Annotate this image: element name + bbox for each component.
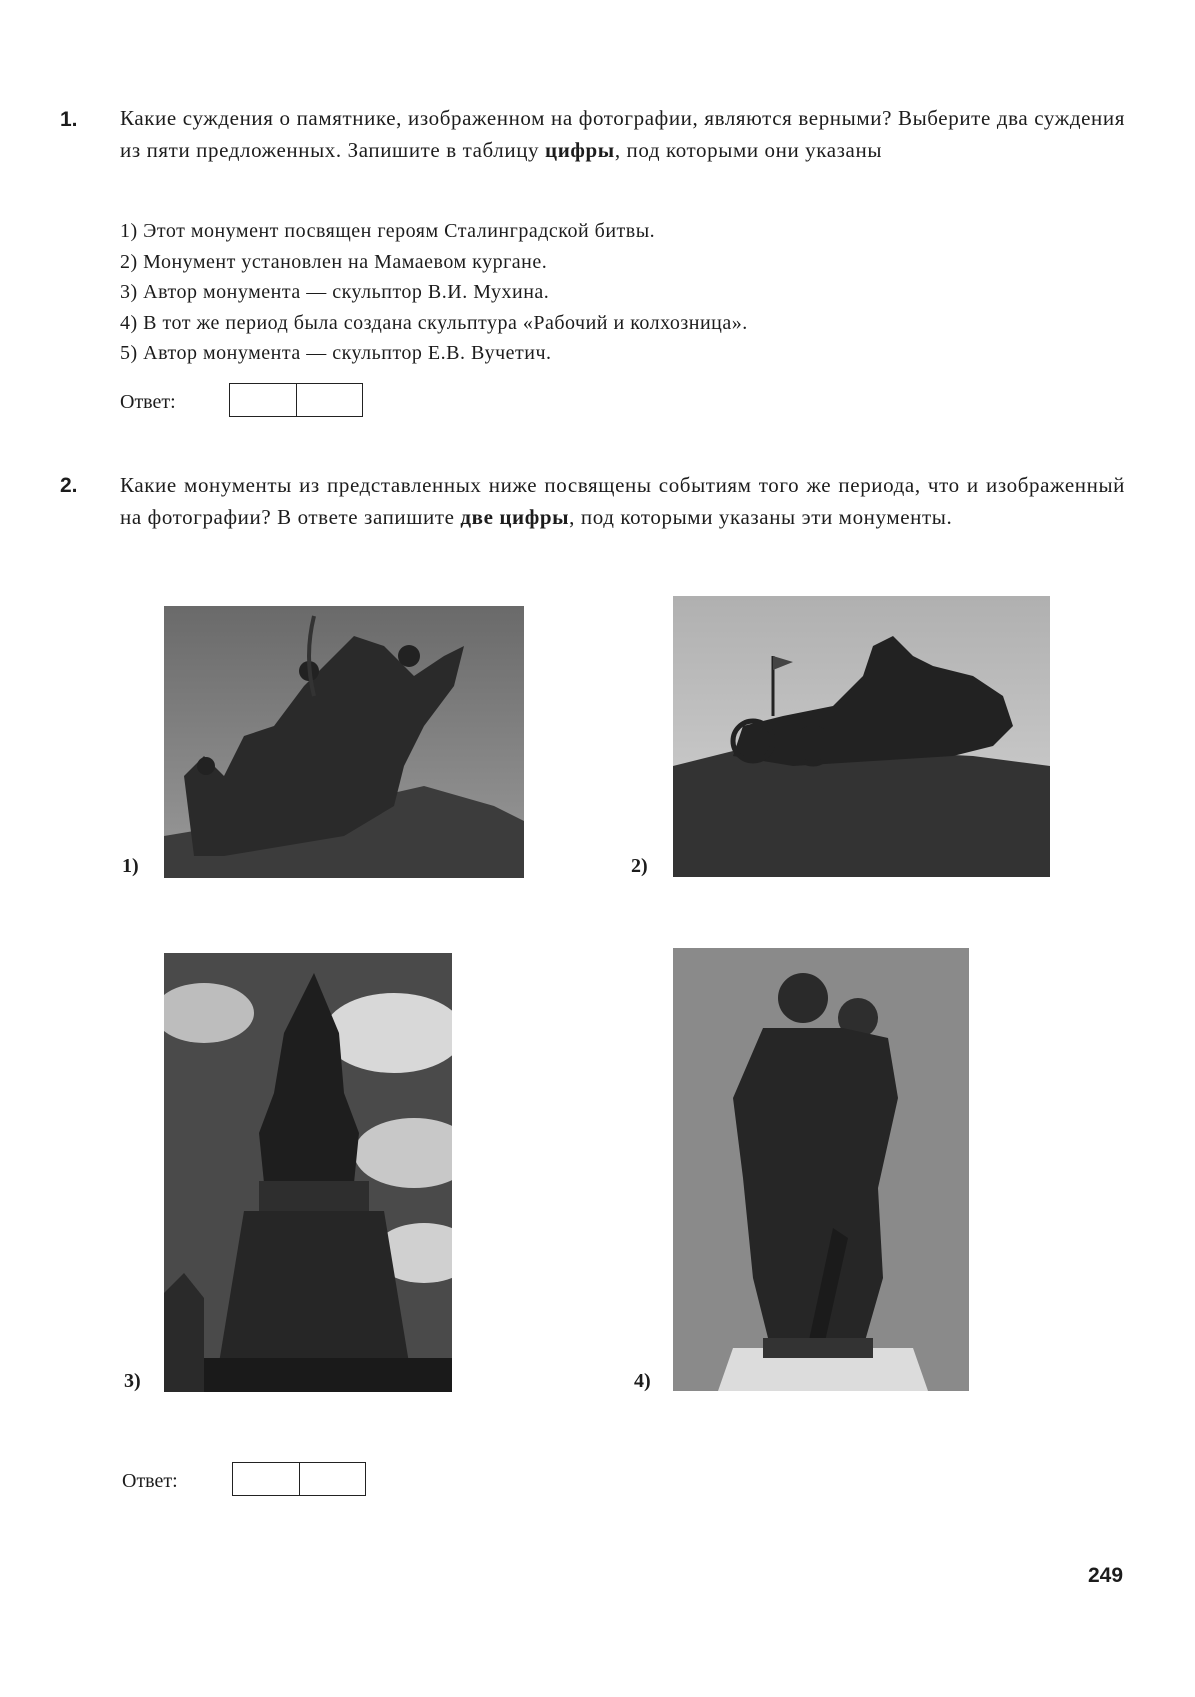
option-1: 1) Этот монумент посвящен героям Сталинградской битвы. xyxy=(120,220,656,242)
question-1-text xyxy=(120,102,1125,166)
photo-3-monument xyxy=(164,953,452,1392)
option-4: 4) В тот же период была создана скульптура «Рабочий и колхозница». xyxy=(120,311,748,334)
photo-1-monument xyxy=(164,606,524,878)
question-1-text-bold: цифры xyxy=(545,138,615,162)
question-1-answer-table[interactable] xyxy=(229,383,363,417)
photo-1-label: 1) xyxy=(122,855,139,877)
question-1-text-b: , под которыми они указаны xyxy=(614,138,883,162)
option-5: 5) Автор монумента — скульптор Е.В. Вучетич. xyxy=(120,342,552,364)
photo-2-label: 2) xyxy=(631,855,648,877)
photo-4-label: 4) xyxy=(634,1370,651,1392)
question-2-text xyxy=(120,469,1125,533)
photo-3-label: 3) xyxy=(124,1370,141,1392)
question-2-text-a: Какие монументы из представленных ниже посвящены событиям того же периода, что и изображенный на фотографии? В ответе запишите xyxy=(120,473,1125,529)
question-1-answer-label: Ответ: xyxy=(120,391,176,413)
question-1-text-a: Какие суждения о памятнике, изображенном на фотографии, являются верными? Выберите два суждения из пяти предложенных. Запишите в таблицу xyxy=(120,106,1125,162)
question-1-options xyxy=(120,216,748,369)
answer-cell-1[interactable] xyxy=(230,384,297,416)
question-2-answer-table[interactable] xyxy=(232,1462,366,1496)
photo-4-monument xyxy=(673,948,969,1391)
question-2-answer-label: Ответ: xyxy=(122,1470,178,1492)
page-number: 249 xyxy=(1088,1564,1124,1587)
option-2: 2) Монумент установлен на Мамаевом кургане. xyxy=(120,250,548,273)
answer-cell-1[interactable] xyxy=(233,1463,300,1495)
option-3: 3) Автор монумента — скульптор В.И. Мухина. xyxy=(120,281,550,303)
photo-2-monument xyxy=(673,596,1050,877)
answer-cell-2[interactable] xyxy=(297,384,363,416)
question-1-number: 1. xyxy=(60,108,78,131)
question-2-text-b: , под которыми указаны эти монументы. xyxy=(569,505,953,529)
question-2-text-bold: две цифры xyxy=(460,505,570,529)
answer-cell-2[interactable] xyxy=(300,1463,366,1495)
question-2-number: 2. xyxy=(60,474,78,497)
